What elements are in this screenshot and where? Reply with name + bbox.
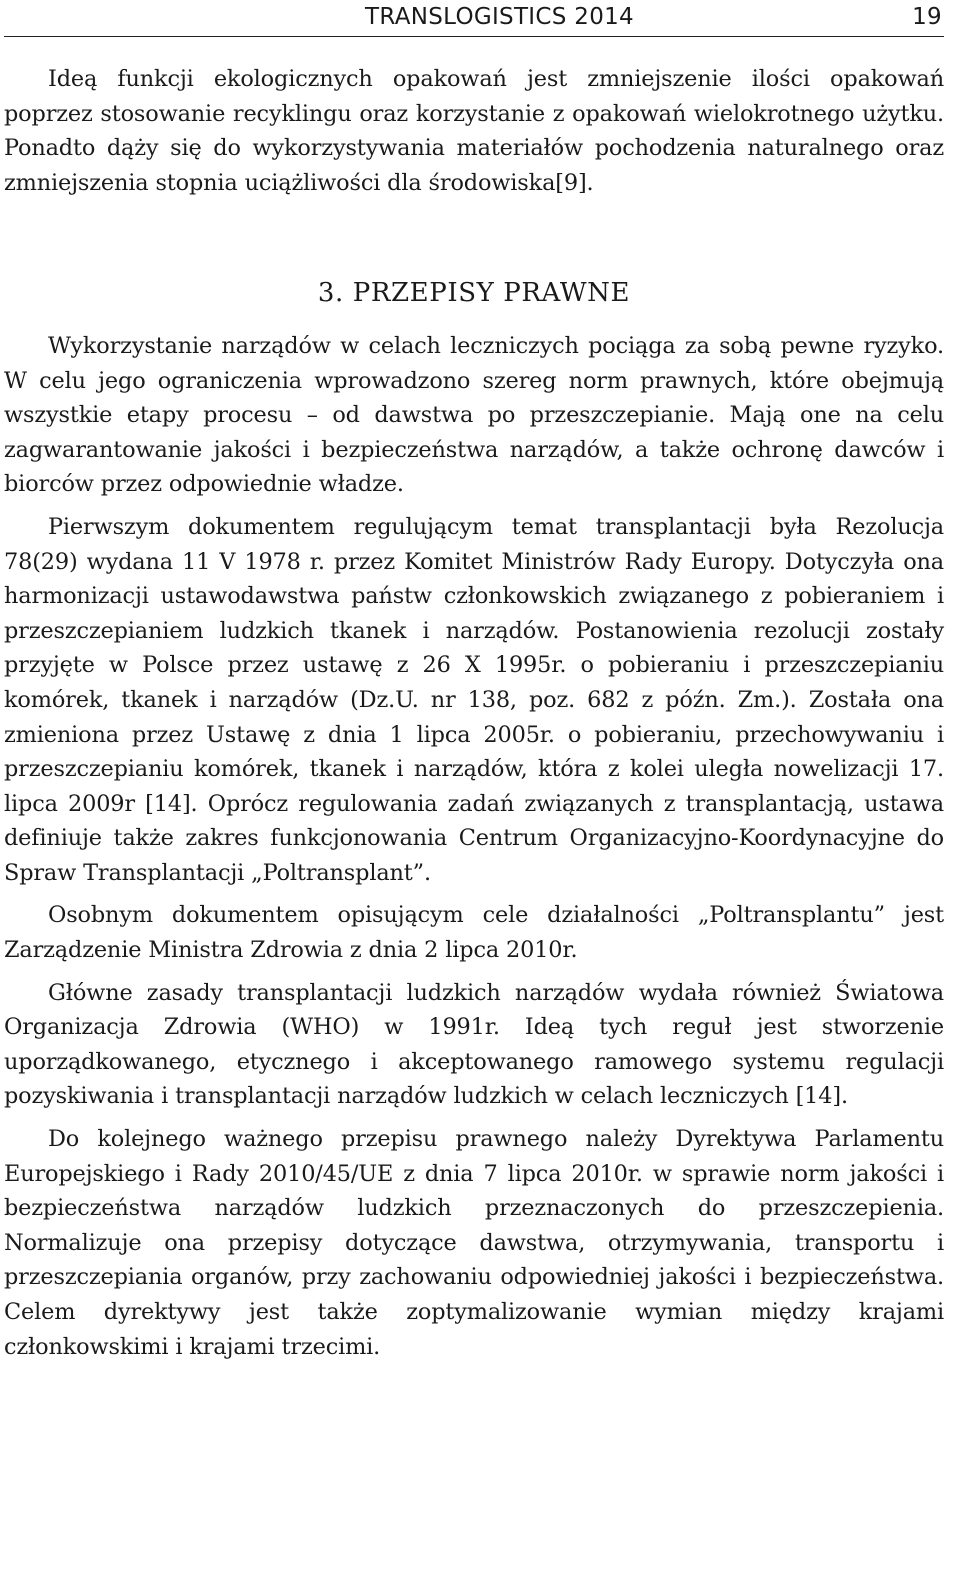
document-page [4, 0, 944, 1596]
paragraph-who-principles: Główne zasady transplantacji ludzkich narządów wydała również Światowa Organizacja Zdrowia (WHO) w 1991r. Ideą tych reguł jest stworzenie uporządkowanego, etycznego i akceptowanego ramowego systemu regulacji pozyskiwania i transplantacji narządów ludzkich w celach leczniczych [14]. [4, 979, 944, 1110]
section-heading: 3. PRZEPISY PRAWNE [317, 278, 631, 309]
paragraph-eu-directive: Do kolejnego ważnego przepisu prawnego należy Dyrektywa Parlamentu Europejskiego i Rady 2010/45/UE z dnia 7 lipca 2010r. w sprawie norm jakości i bezpieczeństwa narządów ludzkich przeznaczonych do przeszczepienia. Normalizuje ona przepisy dotyczące dawstwa, otrzymywania, transportu i przeszczepiania organów, przy zachowaniu odpowiedniej jakości i bezpieczeństwa. Celem dyrektywy jest także zoptymalizowanie wymian między krajami członkowskimi i krajami trzecimi. [4, 1126, 944, 1360]
journal-title: TRANSLOGISTICS 2014 [365, 4, 634, 30]
paragraph-resolution-history: Pierwszym dokumentem regulującym temat transplantacji była Rezolucja 78(29) wydana 11 V 1978 r. przez Komitet Ministrów Rady Europy. Dotyczyła ona harmonizacji ustawodawstwa państw członkowskich związanego z pobieraniem i przeszczepianiem ludzkich tkanek i narządów. Postanowienia rezolucji zostały przyjęte w Polsce przez ustawę z 26 X 1995r. o pobieraniu i przeszczepianiu komórek, tkanek i narządów (Dz.U. nr 138, poz. 682 z późn. Zm.). Została ona zmieniona przez Ustawę z dnia 1 lipca 2005r. o pobieraniu, przechowywaniu i przeszczepianiu komórek, tkanek i narządów, która z kolei uległa nowelizacji 17. lipca 2009r [14]. Oprócz regulowania zadań związanych z transplantacją, ustawa definiuje także zakres funkcjonowania Centrum Organizacyjno-Koordynacyjne do Spraw Transplantacji „Poltransplant”. [4, 513, 944, 886]
paragraph-ecological-packaging: Ideą funkcji ekologicznych opakowań jest zmniejszenie ilości opakowań poprzez stosowanie recyklingu oraz korzystanie z opakowań wielokrotnego użytku. Ponadto dąży się do wykorzystywania materiałów pochodzenia naturalnego oraz zmniejszenia stopnia uciążliwości dla środowiska[9]. [4, 66, 944, 196]
paragraph-organ-risk: Wykorzystanie narządów w celach leczniczych pociąga za sobą pewne ryzyko. W celu jego ograniczenia wprowadzono szereg norm prawnych, które obejmują wszystkie etapy procesu – od dawstwa po przeszczepianie. Mają one na celu zagwarantowanie jakości i bezpieczeństwa narządów, a także ochronę dawców i biorców przez odpowiednie władze. [4, 332, 944, 498]
paragraph-poltransplant-order: Osobnym dokumentem opisującym cele działalności „Poltransplantu” jest Zarządzenie Ministra Zdrowia z dnia 2 lipca 2010r. [4, 902, 944, 964]
running-header [4, 0, 944, 37]
page-number: 19 [912, 4, 942, 30]
body-text [4, 62, 944, 1364]
